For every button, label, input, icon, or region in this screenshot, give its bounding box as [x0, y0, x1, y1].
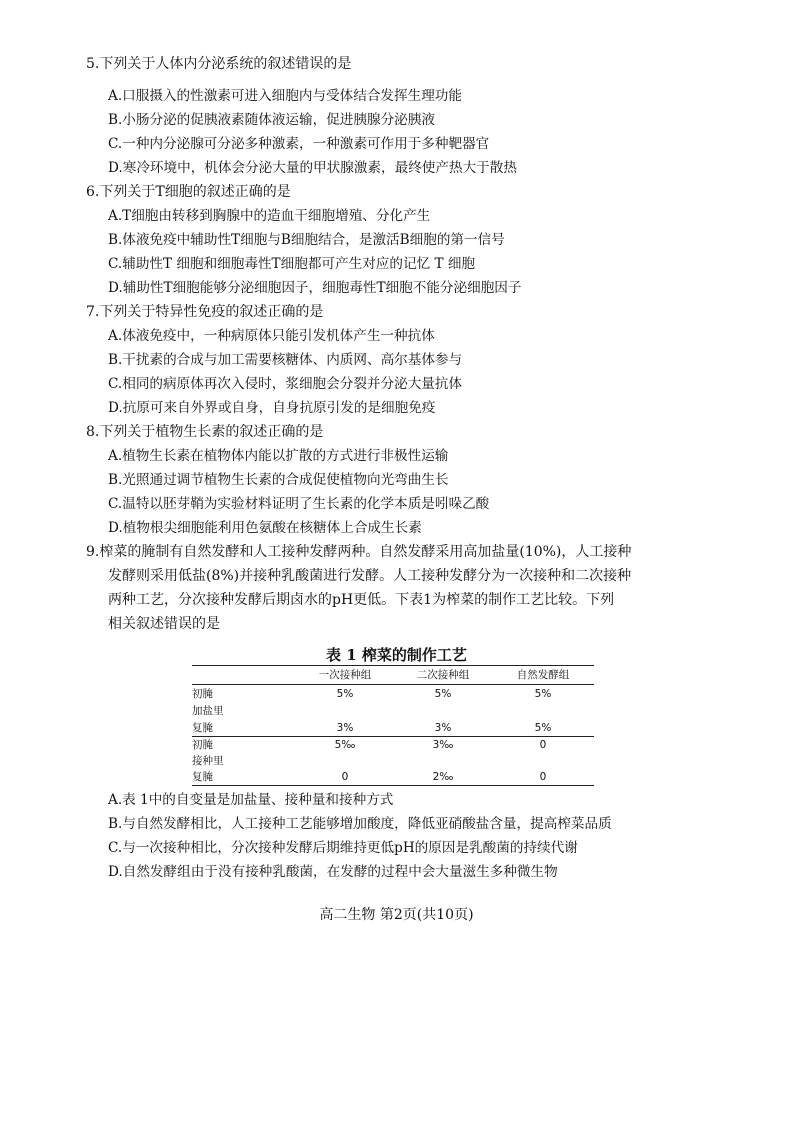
table-cell: 0 — [539, 771, 547, 783]
table-header-cell: 一次接种组 — [318, 669, 372, 681]
question-5-option-d: D.寒冷环境中，机体会分泌大量的甲状腺激素，最终使产热大于散热 — [108, 160, 517, 176]
table-cell: 5% — [434, 688, 452, 700]
question-7-option-d: D.抗原可来自外界或自身，自身抗原引发的是细胞免疫 — [108, 400, 436, 416]
table-cell: 3% — [434, 722, 452, 734]
question-6-option-a: A.T细胞由转移到胸腺中的造血干细胞增殖、分化产生 — [108, 208, 431, 224]
question-5-option-a: A.口服摄入的性激素可进入细胞内与受体结合发挥生理功能 — [108, 88, 462, 104]
question-9-stem-line: 9.榨菜的腌制有自然发酵和人工接种发酵两种。自然发酵采用高加盐量(10%)，人工接种 — [86, 544, 632, 560]
question-8-option-c: C.温特以胚芽鞘为实验材料证明了生长素的化学本质是吲哚乙酸 — [108, 496, 490, 512]
table-header-cell: 二次接种组 — [416, 669, 470, 681]
question-6-option-d: D.辅助性T细胞能够分泌细胞因子，细胞毒性T细胞不能分泌细胞因子 — [108, 280, 522, 296]
question-8-stem: 8.下列关于植物生长素的叙述正确的是 — [86, 424, 324, 440]
question-9-stem-line: 两种工艺，分次接种发酵后期卤水的pH更低。下表1为榨菜的制作工艺比较。下列 — [108, 592, 615, 608]
question-9-stem-line: 相关叙述错误的是 — [108, 616, 220, 632]
table-row-label: 复腌 — [192, 771, 213, 783]
table-cell: 5% — [534, 688, 552, 700]
question-9-option-c: C.与一次接种相比，分次接种发酵后期维持更低pH的原因是乳酸菌的持续代谢 — [108, 840, 578, 856]
table-cell: 5% — [336, 688, 354, 700]
table-bottom-rule — [192, 785, 594, 786]
question-5-option-c: C.一种内分泌腺可分泌多种激素，一种激素可作用于多种靶器官 — [108, 136, 490, 152]
question-9-option-b: B.与自然发酵相比，人工接种工艺能够增加酸度，降低亚硝酸盐含量，提高榨菜品质 — [108, 816, 612, 832]
question-5-option-b: B.小肠分泌的促胰液素随体液运输，促进胰腺分泌胰液 — [108, 112, 435, 128]
table-cell: 3‰ — [432, 739, 454, 751]
question-7-option-a: A.体液免疫中，一种病原体只能引发机体产生一种抗体 — [108, 328, 435, 344]
table-row-label: 接种里 — [192, 755, 224, 767]
table-row-label: 初腌 — [192, 688, 213, 700]
table-title: 表 1 榨菜的制作工艺 — [326, 646, 467, 664]
table-header-cell: 自然发酵组 — [516, 669, 570, 681]
table-cell: 2‰ — [432, 771, 454, 783]
question-9-stem-line: 发酵则采用低盐(8%)并接种乳酸菌进行发酵。人工接种发酵分为一次接种和二次接种 — [108, 568, 632, 584]
question-8-option-d: D.植物根尖细胞能利用色氨酸在核糖体上合成生长素 — [108, 520, 422, 536]
question-7-option-c: C.相同的病原体再次入侵时，浆细胞会分裂并分泌大量抗体 — [108, 376, 463, 392]
table-row-label: 复腌 — [192, 722, 213, 734]
pickle-process-table — [192, 665, 594, 785]
table-top-rule — [192, 665, 594, 666]
table-cell: 0 — [539, 739, 547, 751]
question-9-stem — [86, 540, 716, 636]
question-8-option-b: B.光照通过调节植物生长素的合成促使植物向光弯曲生长 — [108, 472, 449, 488]
table-mid-rule — [192, 736, 594, 737]
table-cell: 5‰ — [334, 739, 356, 751]
question-6-option-c: C.辅助性T 细胞和细胞毒性T细胞都可产生对应的记忆 T 细胞 — [108, 256, 476, 272]
table-cell: 3% — [336, 722, 354, 734]
question-7-option-b: B.干扰素的合成与加工需要核糖体、内质网、高尔基体参与 — [108, 352, 463, 368]
table-cell: 0 — [341, 771, 349, 783]
page-footer: 高二生物 第2页(共10页) — [319, 907, 474, 923]
question-9-option-a: A.表 1中的自变量是加盐量、接种量和接种方式 — [108, 792, 394, 808]
table-header-rule — [192, 684, 594, 685]
question-9-option-d: D.自然发酵组由于没有接种乳酸菌，在发酵的过程中会大量滋生多种微生物 — [108, 864, 558, 880]
question-7-stem: 7.下列关于特异性免疫的叙述正确的是 — [86, 304, 324, 320]
question-5-stem: 5.下列关于人体内分泌系统的叙述错误的是 — [86, 56, 352, 72]
table-row-label: 初腌 — [192, 739, 213, 751]
question-6-stem: 6.下列关于T细胞的叙述正确的是 — [86, 184, 291, 200]
question-6-option-b: B.体液免疫中辅助性T细胞与B细胞结合，是激活B细胞的第一信号 — [108, 232, 505, 248]
question-8-option-a: A.植物生长素在植物体内能以扩散的方式进行非极性运输 — [108, 448, 449, 464]
table-row-label: 加盐里 — [192, 705, 224, 717]
table-cell: 5% — [534, 722, 552, 734]
